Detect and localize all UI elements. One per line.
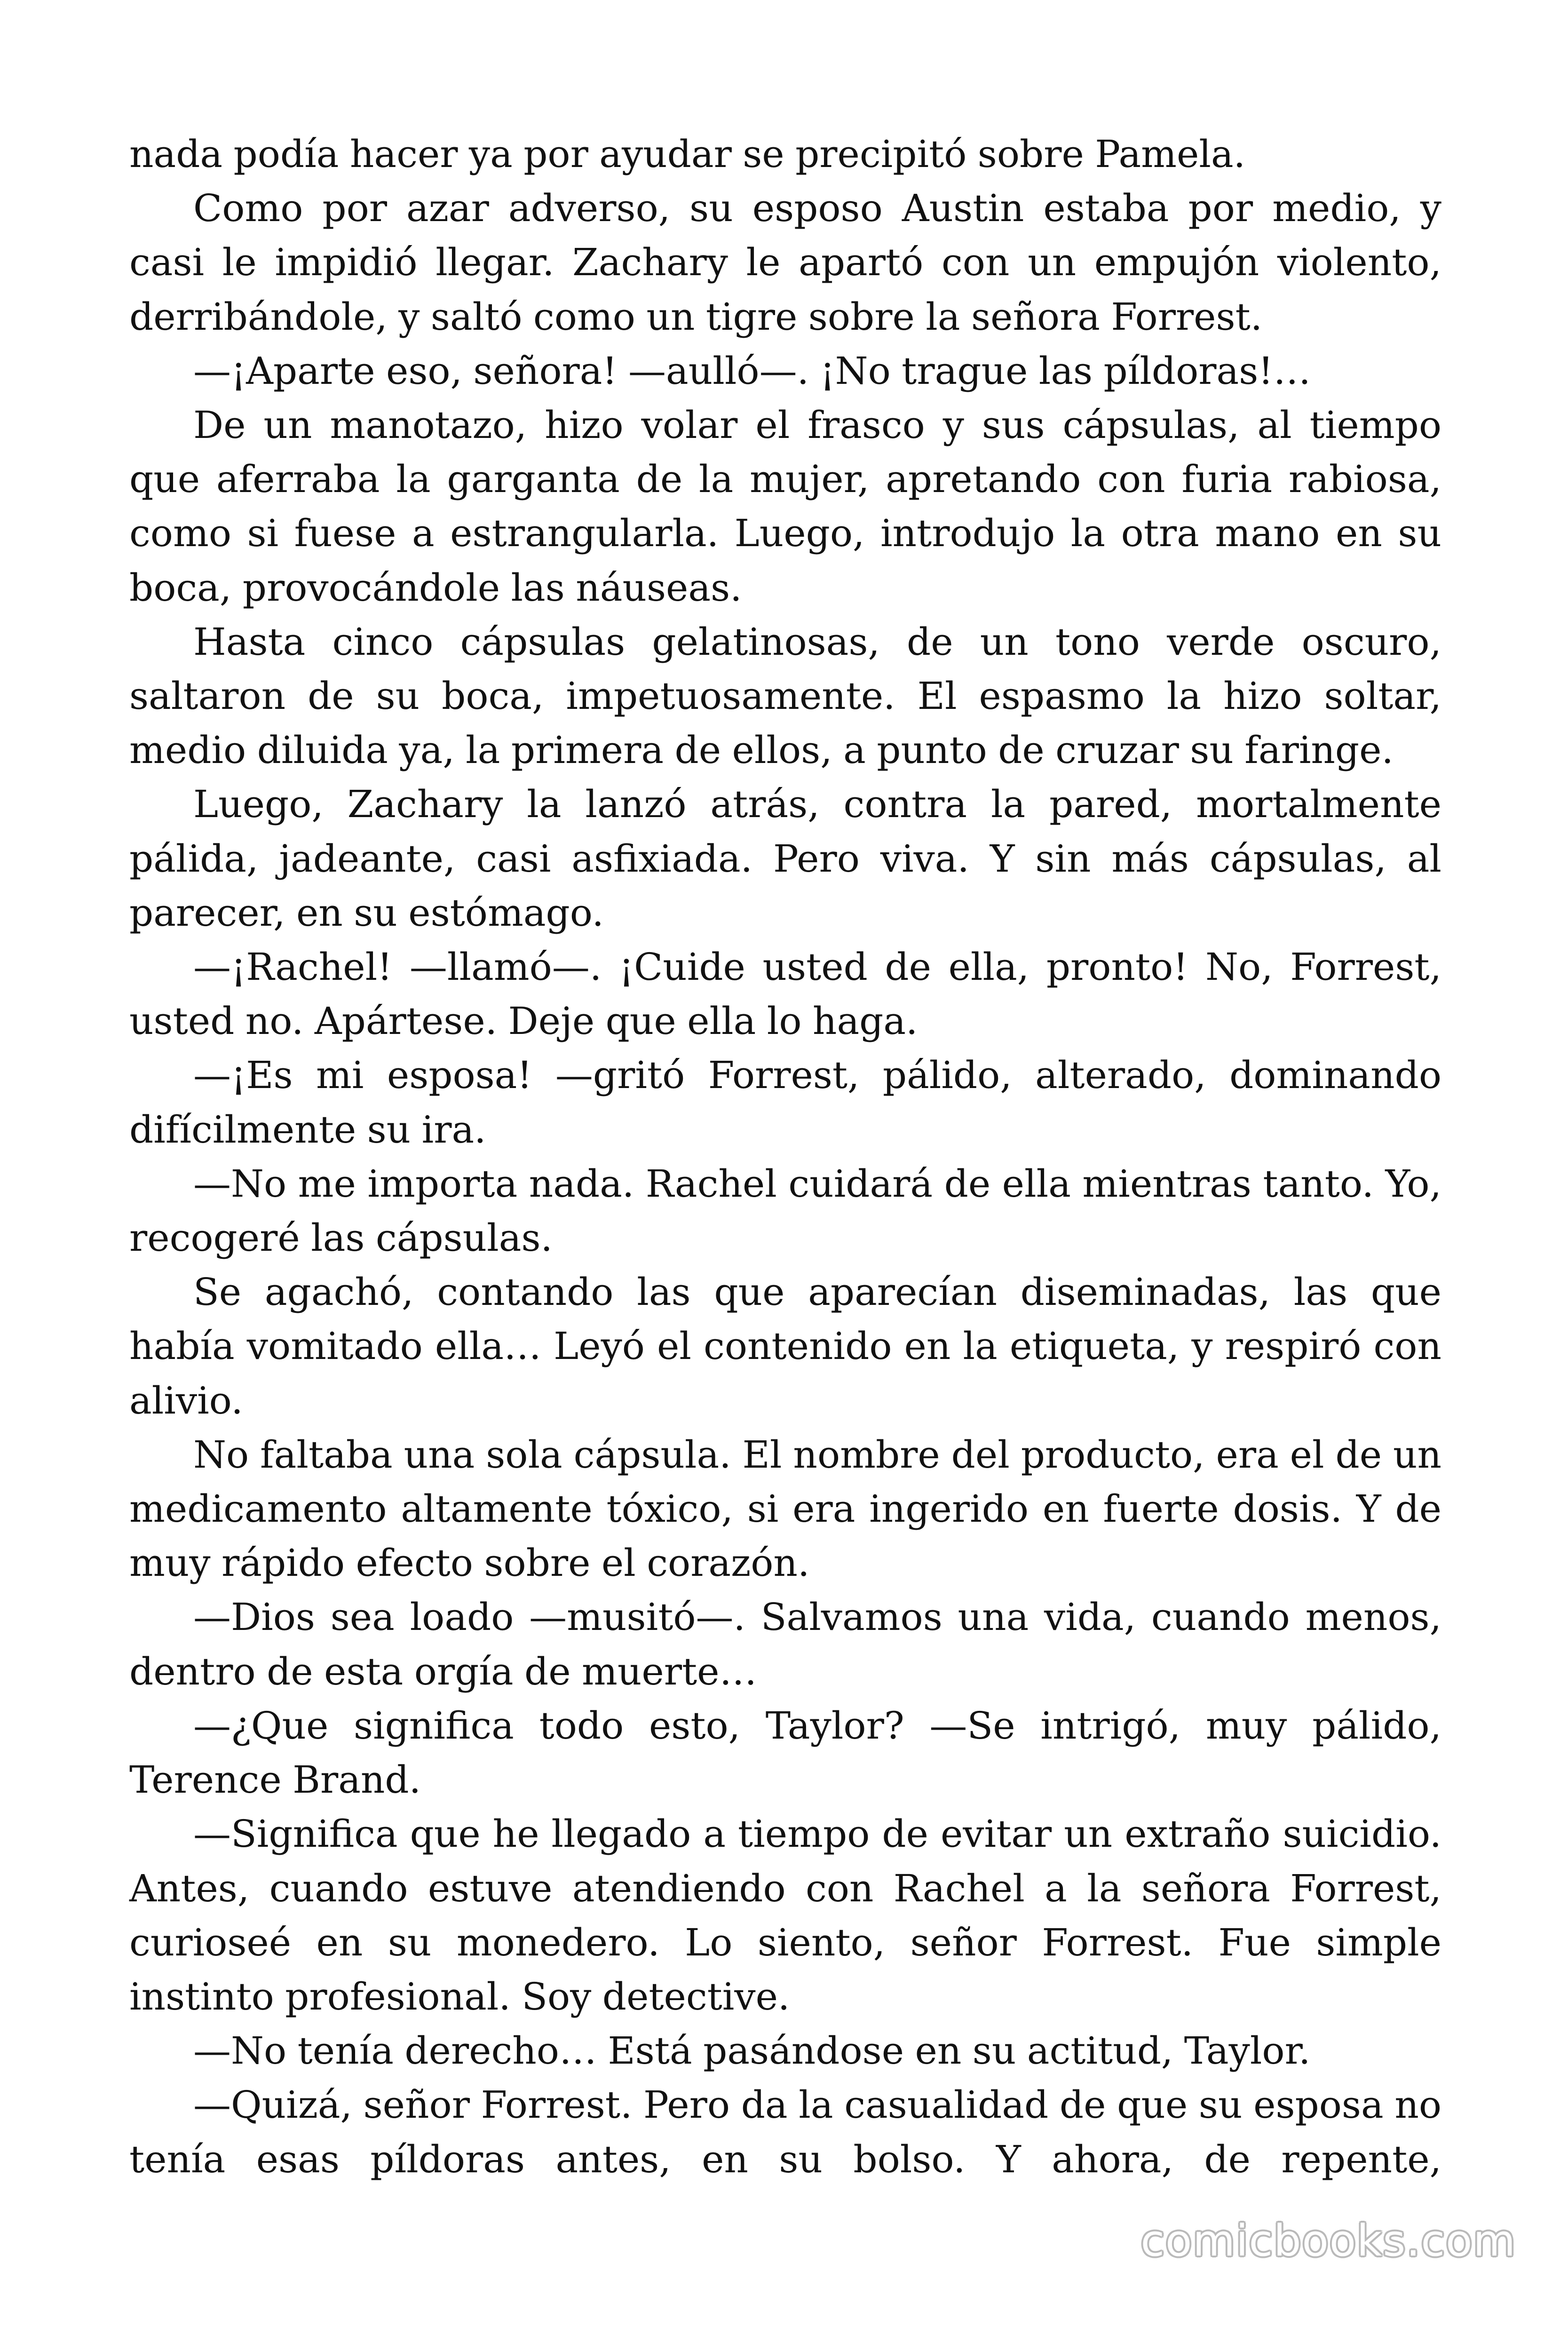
paragraph-10: Se agachó, contando las que aparecían diseminadas, las que había vomitado ella… Leyó el contenido en la etiqueta, y respiró con alivio.	[129, 1270, 1441, 1422]
paragraph-4: De un manotazo, hizo volar el frasco y sus cápsulas, al tiempo que aferraba la garganta de la mujer, apretando con furia rabiosa, como si fuese a estrangularla. Luego, introdujo la otra mano en su boca, provocándole las náuseas.	[129, 403, 1441, 610]
book-page-text	[129, 127, 1441, 2186]
paragraph-13: —¿Que significa todo esto, Taylor? —Se intrigó, muy pálido, Terence Brand.	[129, 1703, 1441, 1802]
paragraph-8: —¡Es mi esposa! —gritó Forrest, pálido, alterado, dominando difícilmente su ira.	[129, 1053, 1441, 1152]
paragraph-15: —No tenía derecho… Está pasándose en su actitud, Taylor.	[193, 2029, 1311, 2073]
paragraph-11: No faltaba una sola cápsula. El nombre del producto, era el de un medicamento altamente tóxico, si era ingerido en fuerte dosis. Y de muy rápido efecto sobre el corazón.	[129, 1432, 1441, 1585]
paragraph-5: Hasta cinco cápsulas gelatinosas, de un tono verde oscuro, saltaron de su boca, impetuosamente. El espasmo la hizo soltar, medio diluida ya, la primera de ellos, a punto de cruzar su faringe.	[129, 620, 1441, 772]
paragraph-9: —No me importa nada. Rachel cuidará de ella mientras tanto. Yo, recogeré las cápsulas.	[129, 1161, 1441, 1260]
paragraph-2: Como por azar adverso, su esposo Austin estaba por medio, y casi le impidió llegar. Zachary le apartó con un empujón violento, derribándole, y saltó como un tigre sobre la señora Forrest.	[129, 186, 1441, 339]
paragraph-3: —¡Aparte eso, señora! —aulló—. ¡No trague las píldoras!…	[193, 349, 1311, 393]
paragraph-1: nada podía hacer ya por ayudar se precipitó sobre Pamela.	[129, 132, 1246, 176]
paragraph-14: —Significa que he llegado a tiempo de evitar un extraño suicidio. Antes, cuando estuve atendiendo con Rachel a la señora Forrest, curioseé en su monedero. Lo siento, señor Forrest. Fue simple instinto profesional. Soy detective.	[129, 1812, 1441, 2018]
paragraph-12: —Dios sea loado —musitó—. Salvamos una vida, cuando menos, dentro de esta orgía de muerte…	[129, 1595, 1441, 1693]
paragraph-6: Luego, Zachary la lanzó atrás, contra la pared, mortalmente pálida, jadeante, casi asfixiada. Pero viva. Y sin más cápsulas, al parecer, en su estómago.	[129, 782, 1441, 935]
paragraph-7: —¡Rachel! —llamó—. ¡Cuide usted de ella, pronto! No, Forrest, usted no. Apártese. Deje que ella lo haga.	[129, 945, 1441, 1043]
paragraph-16: —Quizá, señor Forrest. Pero da la casualidad de que su esposa no tenía esas píldoras antes, en su bolso. Y ahora, de repente,	[129, 2083, 1441, 2181]
site-watermark: comicbooks.com	[1140, 2216, 1516, 2266]
